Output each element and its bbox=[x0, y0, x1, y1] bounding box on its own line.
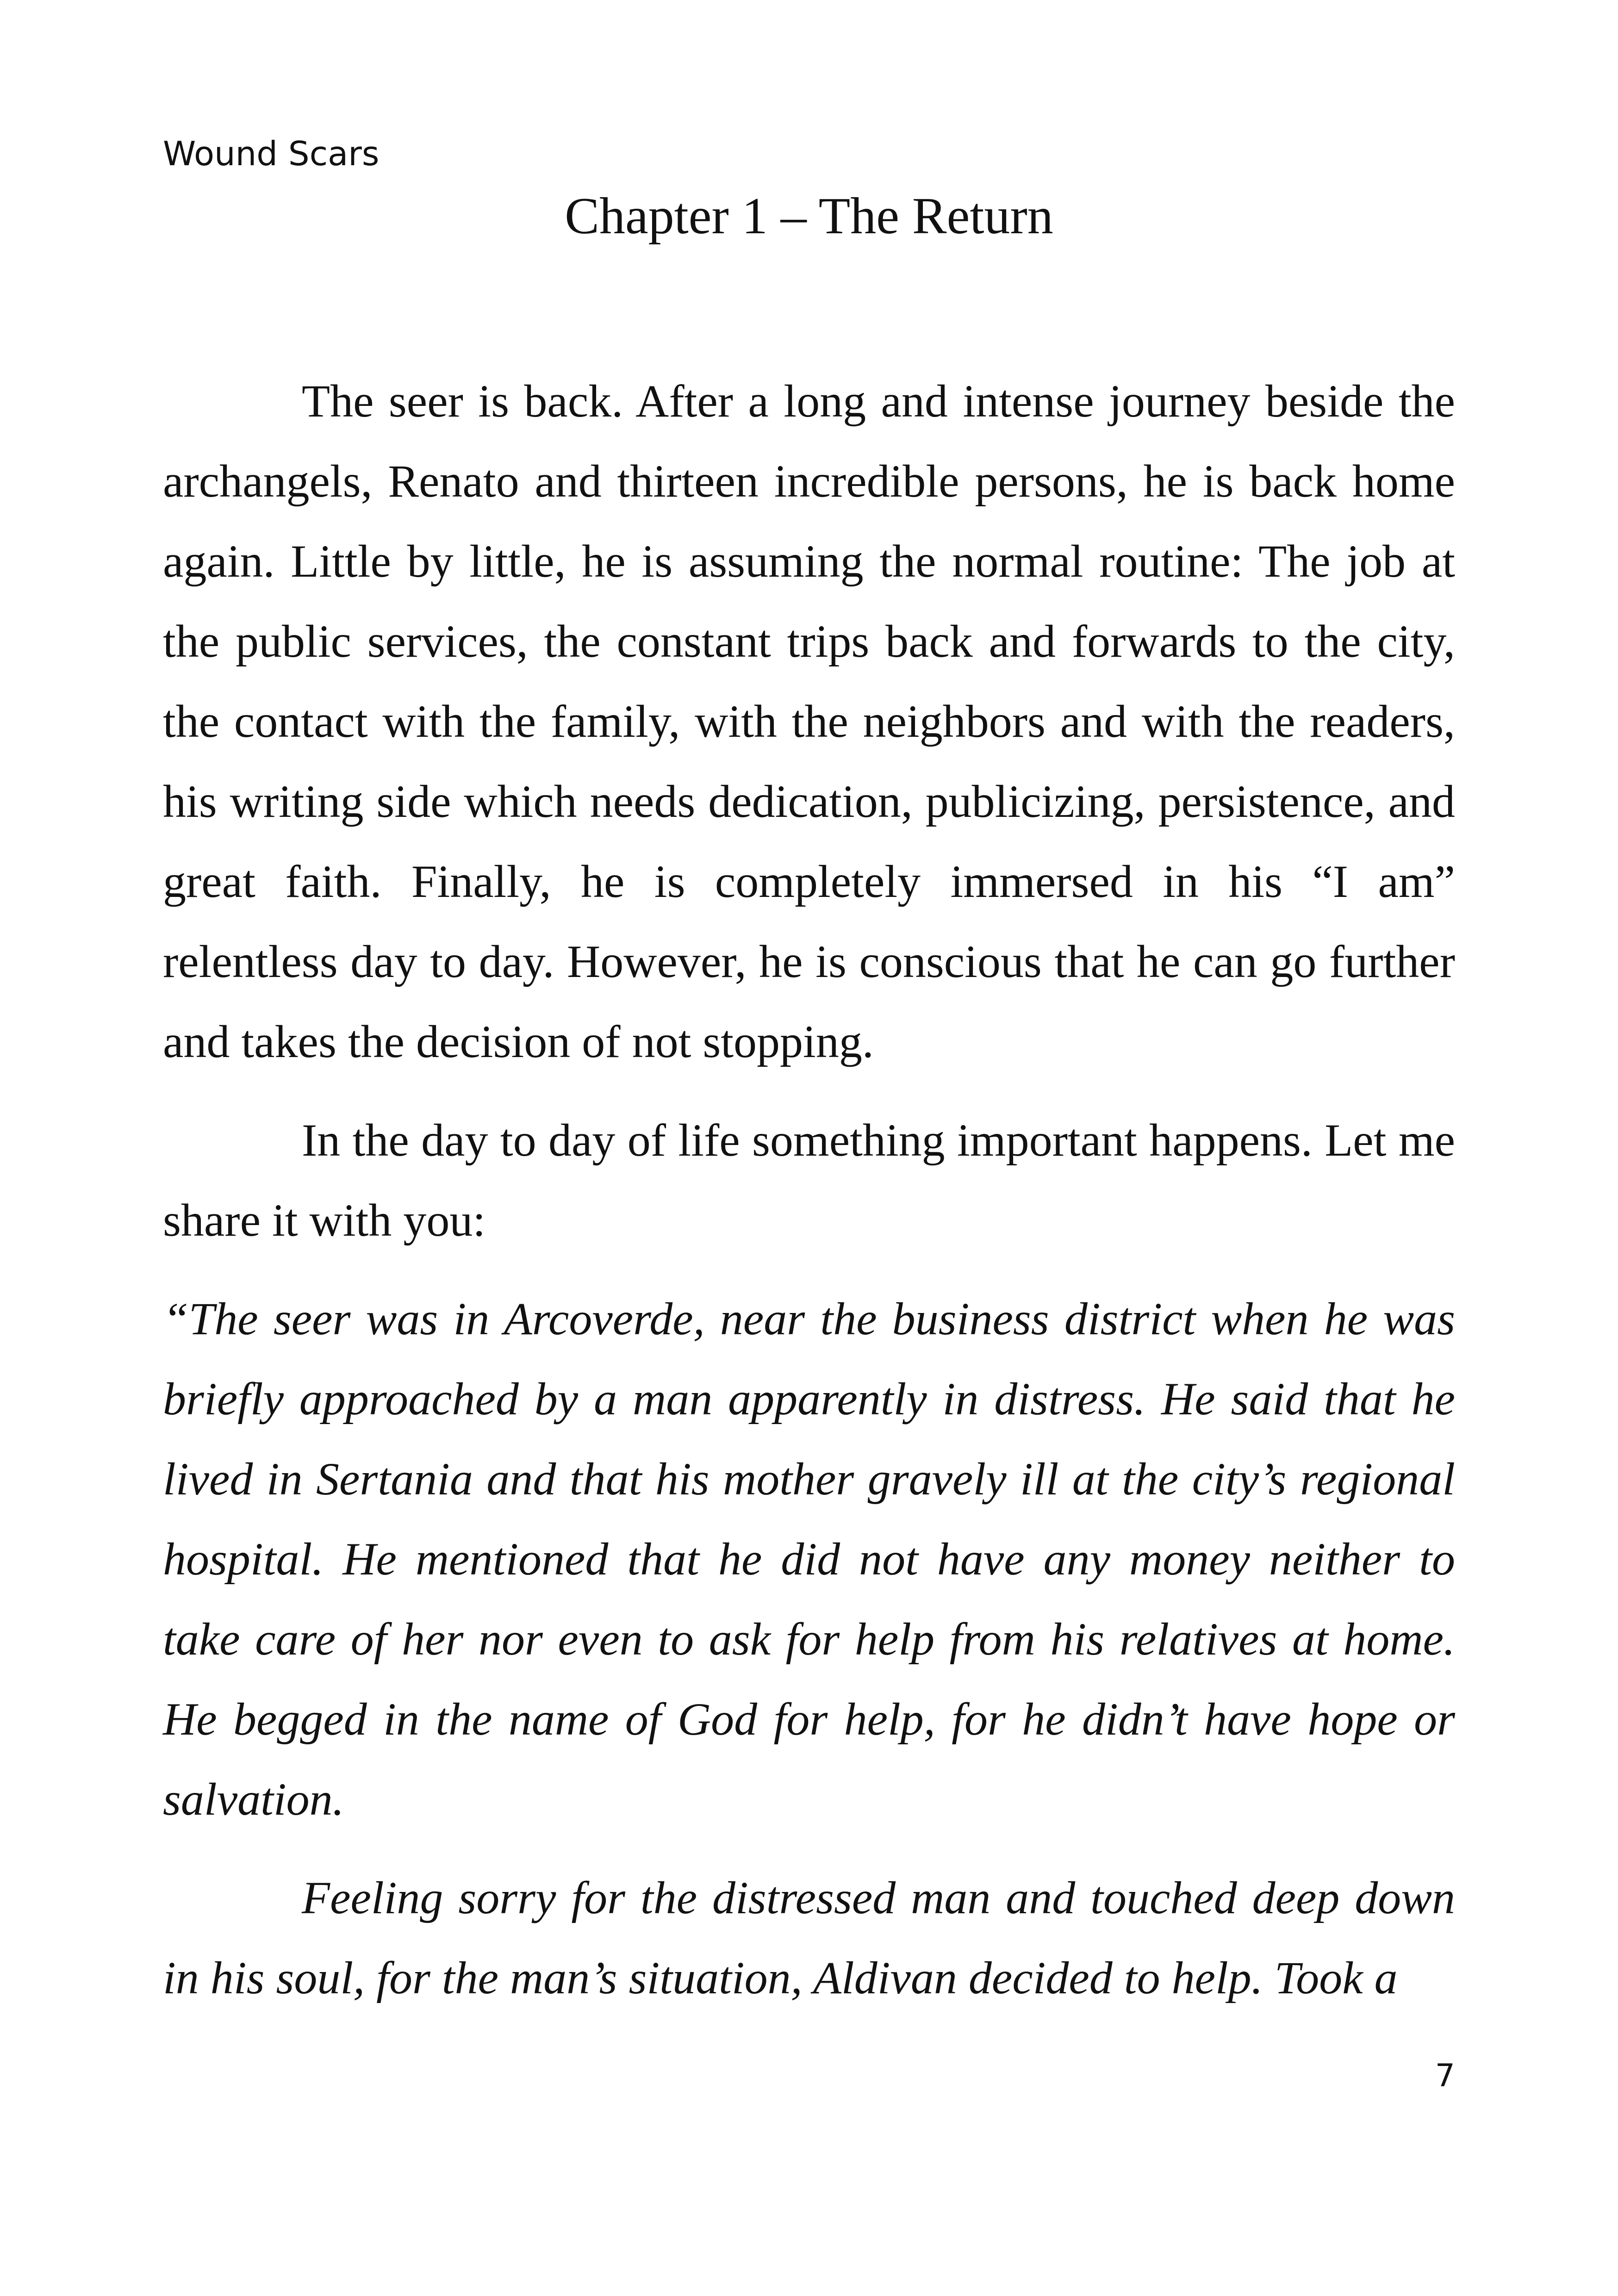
body-text bbox=[163, 361, 1455, 2036]
paragraph-1: The seer is back. After a long and intense journey beside the archangels, Renato and thirteen incredible persons, he is back home again. Little by little, he is assuming the normal routine: The job at the public services, the constant trips back and forwards to the city, the contact with the family, with the neighbors and with the readers, his writing side which needs dedication, publicizing, persistence, and great faith. Finally, he is completely immersed in his “I am” relentless day to day. However, he is conscious that he can go further and takes the decision of not stopping. bbox=[163, 375, 1455, 1067]
running-header: Wound Scars bbox=[163, 134, 380, 173]
chapter-title: Chapter 1 – The Return bbox=[565, 187, 1053, 245]
page-number: 7 bbox=[1435, 2058, 1455, 2094]
paragraph-2: In the day to day of life something important happens. Let me share it with you: bbox=[163, 1114, 1455, 1246]
quoted-paragraph-1: “The seer was in Arcoverde, near the business district when he was briefly approached by a man apparently in distress. He said that he lived in Sertania and that his mother gravely ill at the city’s regional hospital. He mentioned that he did not have any money neither to take care of her nor even to ask for help from his relatives at home. He begged in the name of God for help, for he didn’t have hope or salvation. bbox=[163, 1293, 1455, 1825]
quoted-paragraph-2: Feeling sorry for the distressed man and touched deep down in his soul, for the man’s situation, Aldivan decided to help. Took a bbox=[163, 1872, 1455, 2004]
